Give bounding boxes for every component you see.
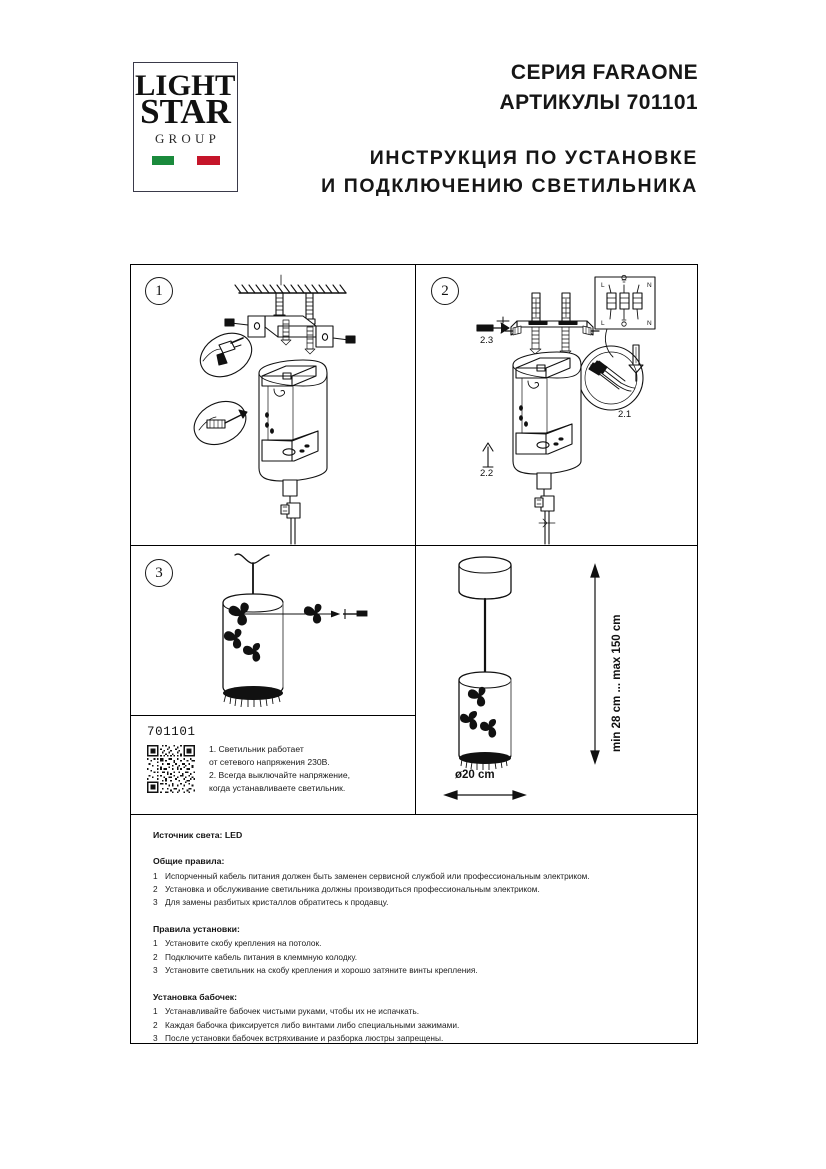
list-item-text: Устанавливайте бабочек чистыми руками, чтобы их не испачкать. [165, 1006, 420, 1017]
article-info-panel [131, 717, 415, 814]
height-dimension-label: min 28 cm ... max 150 cm [611, 614, 623, 752]
section-heading: Общие правила: [153, 856, 225, 866]
page-title-line-2: И ПОДКЛЮЧЕНИЮ СВЕТИЛЬНИКА [321, 174, 698, 197]
page-title-line-1: ИНСТРУКЦИЯ ПО УСТАНОВКЕ [369, 147, 698, 169]
svg-text:L: L [601, 282, 605, 289]
list-item-text: Подключите кабель питания в клеммную колодку. [165, 951, 358, 962]
list-item-number: 2 [153, 883, 158, 894]
list-item-number: 3 [153, 965, 158, 976]
list-item-number: 3 [153, 1033, 158, 1043]
brand-logo [133, 62, 238, 192]
list-item-text: Для замены разбитых кристаллов обратитесь к продавцу. [165, 897, 389, 908]
svg-text:N: N [647, 320, 652, 327]
svg-text:L: L [601, 320, 605, 327]
section-heading: Установка бабочек: [153, 991, 238, 1002]
list-item [153, 896, 685, 909]
list-item [153, 937, 685, 950]
article-number: 701101 [147, 725, 196, 739]
list-item-number: 2 [153, 951, 158, 962]
section-heading: Правила установки: [153, 923, 240, 934]
article-label: АРТИКУЛЫ 701101 [499, 91, 698, 115]
step-3-badge: 3 [145, 559, 173, 587]
instructions-section-install [153, 924, 685, 978]
document-header [0, 0, 826, 250]
svg-text:N: N [647, 282, 652, 289]
header-product-info [278, 58, 698, 119]
step-3-panel [131, 547, 415, 715]
list-item [153, 1032, 685, 1045]
series-label: СЕРИЯ FARAONE [510, 61, 698, 84]
step-2-illustration [417, 265, 699, 545]
step-1-illustration [131, 265, 415, 545]
dimensions-panel [417, 547, 699, 814]
list-item-text: После установки бабочек встряхивание и разборка люстры запрещены. [165, 1033, 444, 1043]
list-item-text: Испорченный кабель питания должен быть заменен сервисной службой или профессиональным электриком. [165, 870, 590, 881]
logo-text-star: STAR [140, 92, 231, 132]
step-1-panel [131, 265, 415, 545]
list-item-number: 2 [153, 1019, 158, 1030]
list-item [153, 951, 685, 964]
instructions-panel [131, 816, 699, 1044]
article-note-line-2: от сетевого напряжения 230В. [209, 757, 330, 768]
list-item-text: Установка и обслуживание светильника должны производиться профессиональным электриком. [165, 883, 540, 894]
instruction-frame [130, 264, 698, 1044]
label-2-1: 2.1 [618, 409, 632, 420]
list-item-number: 1 [153, 938, 158, 949]
logo-text-light: LIGHT [135, 69, 236, 102]
step-3-illustration [131, 547, 415, 715]
italian-flag-icon [152, 156, 220, 165]
list-item-text: Установите светильник на скобу крепления и хорошо затяните винты крепления. [165, 965, 478, 976]
list-item [153, 1005, 685, 1018]
light-source-label: Источник света: LED [153, 830, 243, 840]
qr-code-icon [147, 745, 195, 793]
list-item-number: 1 [153, 1006, 158, 1017]
list-item [153, 870, 685, 883]
step-2-badge: 2 [431, 277, 459, 305]
list-item [153, 964, 685, 977]
logo-text-group: GROUP [154, 131, 221, 147]
instructions-section-general [153, 856, 685, 910]
list-item-number: 3 [153, 897, 158, 908]
article-note-line-1: 1. Светильник работает [209, 744, 304, 754]
diameter-dimension-label: ø20 cm [455, 769, 495, 781]
label-2-3: 2.3 [480, 335, 494, 346]
list-item-number: 1 [153, 870, 158, 881]
article-notes [209, 743, 404, 795]
list-item-text: Каждая бабочка фиксируется либо винтами либо специальными зажимами. [165, 1019, 460, 1030]
header-title [278, 145, 698, 200]
list-item [153, 1019, 685, 1032]
step-1-badge: 1 [145, 277, 173, 305]
list-item-text: Установите скобу крепления на потолок. [165, 938, 322, 949]
list-item [153, 883, 685, 896]
step-2-panel [417, 265, 699, 545]
label-2-2: 2.2 [480, 468, 494, 479]
article-note-line-3: 2. Всегда выключайте напряжение, [209, 770, 350, 781]
article-note-line-4: когда устанавливаете светильник. [209, 783, 346, 794]
instructions-section-butterflies [153, 992, 685, 1046]
